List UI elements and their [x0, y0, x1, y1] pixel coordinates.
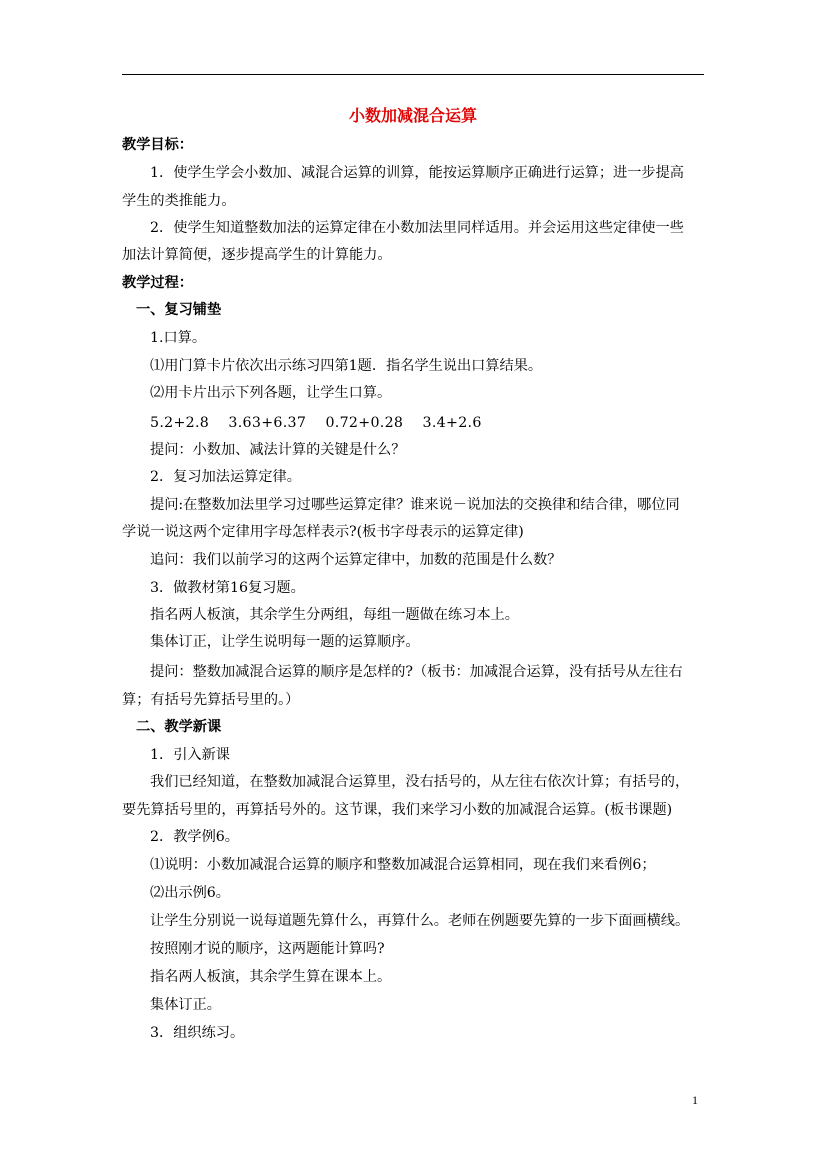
paragraph-line: 要先算括号里的，再算括号外的。这节课，我们来学习小数的加减混合运算。(板书课题) [122, 802, 673, 818]
paragraph-line: 2．教学例6。 [150, 829, 239, 845]
paragraph-line: 集体订正。 [150, 997, 221, 1013]
paragraph-line: ⑵出示例6。 [150, 885, 230, 901]
paragraph-line: 3．做教材第16复习题。 [150, 580, 305, 596]
paragraph-line: 指名两人板演，其余学生分两组，每组一题做在练习本上。 [150, 607, 519, 623]
subsection-heading-review: 一、复习铺垫 [136, 302, 222, 318]
page-title: 小数加减混合运算 [348, 106, 477, 125]
paragraph-line: 2．复习加法运算定律。 [150, 469, 301, 485]
paragraph-line: 3．组织练习。 [150, 1025, 245, 1041]
paragraph-line: 学说一说这两个定律用字母怎样表示?(板书字母表示的运算定律) [122, 524, 524, 540]
paragraph-line: 让学生分别说一说每道题先算什么，再算什么。老师在例题要先算的一步下面画横线。 [150, 913, 690, 929]
page-number: 1 [692, 1093, 698, 1107]
paragraph-line: ⑴用门算卡片依次出示练习四第1题．指名学生说出口算结果。 [150, 358, 543, 374]
paragraph-line: ⑵用卡片出示下列各题，让学生口算。 [150, 385, 392, 401]
paragraph-line: 我们已经知道，在整数加减混合运算里，没右括号的，从左往右依次计算；有括号的， [150, 774, 690, 790]
paragraph-line: 集体订正，让学生说明每一题的运算顺序。 [150, 634, 420, 650]
section-heading-objectives: 教学目标： [122, 137, 193, 153]
paragraph-line: 1.口算。 [150, 330, 207, 346]
paragraph-line: 提问:在整数加法里学习过哪些运算定律？谁来说－说加法的交换律和结合律，哪位同 [150, 497, 680, 513]
subsection-heading-new-lesson: 二、教学新课 [136, 719, 222, 735]
paragraph-line: 1．引入新课 [150, 747, 230, 763]
paragraph-line: 提问：小数加、减法计算的关键是什么？ [150, 442, 406, 458]
paragraph-line: 加法计算简便，逐步提高学生的计算能力。 [122, 247, 392, 263]
paragraph-line: 2．使学生知道整数加法的运算定律在小数加法里同样适用。并会运用这些定律使一些 [150, 220, 684, 236]
paragraph-line: ⑴说明：小数加减混合运算的顺序和整数加减混合运算相同，现在我们来看例6； [150, 857, 656, 873]
paragraph-line: 1．使学生学会小数加、减混合运算的训算，能按运算顺序正确进行运算；进一步提高 [150, 165, 684, 181]
paragraph-line: 学生的类推能力。 [122, 193, 236, 209]
paragraph-line: 按照刚才说的顺序，这两题能计算吗? [150, 941, 385, 957]
section-heading-process: 教学过程： [122, 275, 193, 291]
paragraph-line: 算；有括号先算括号里的。） [122, 692, 300, 708]
header-rule [122, 74, 704, 75]
math-expressions-line: 5.2+2.8 3.63+6.37 0.72+0.28 3.4+2.6 [150, 415, 482, 431]
paragraph-line: 提问：整数加减混合运算的顺序是怎样的?（板书：加减混合运算，没有括号从左往右 [150, 664, 683, 680]
paragraph-line: 追问：我们以前学习的这两个运算定律中，加数的范围是什么数？ [150, 552, 562, 568]
paragraph-line: 指名两人板演，其余学生算在课本上。 [150, 969, 392, 985]
